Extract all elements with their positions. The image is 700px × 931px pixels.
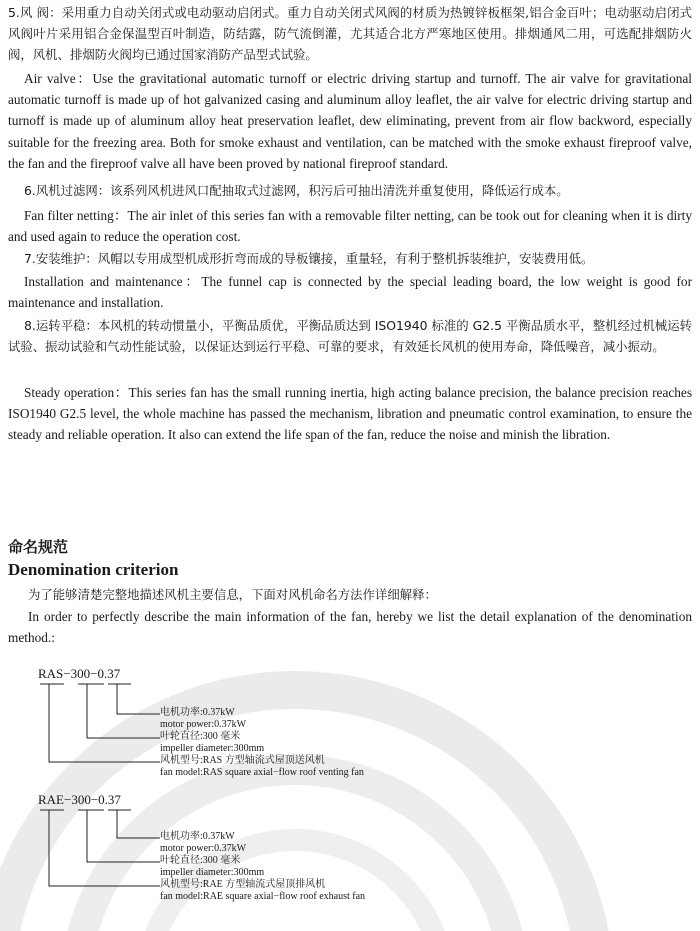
section-title-cn: 命名规范 bbox=[8, 538, 69, 556]
ras-power-en: motor power:0.37kW bbox=[160, 718, 247, 730]
model-rae-power bbox=[160, 831, 246, 854]
ras-model-en: fan model:RAS square axial−flow roof venting fan bbox=[160, 766, 364, 778]
para-air-valve-en: Air valve：Use the gravitational automatic turnoff or electric driving startup and turnoff. The air valve for gravitational automatic turnoff is made up of hot galvanized casing and aluminum alloy leaflet, the air valve for electric driving startup and turnoff is made up of aluminum alloy heat preservation leaflet, dew eliminating, prevent from air flow backword, especially suitable for the freezing area. Both for smoke exhaust and ventilation, can be matched with the smoke exhaust fireproof valve, the fan and the fireproof valve all have been proved by national fireproof standard. bbox=[8, 71, 692, 171]
para-steady-cn: 8.运转平稳：本风机的转动惯量小，平衡品质优，平衡品质达到 ISO1940 标准的 G2.5 平衡品质水平，整机经过机械运转试验、振动试验和气动性能试验，以保证达到运行平稳、可靠的要求，有效延长风机的使用寿命，降低噪音，减小振动。 bbox=[8, 318, 692, 355]
para-steady-en: Steady operation：This series fan has the small running inertia, high acting balance precision, the balance precision reaches ISO1940 G2.5 level, the whole machine has passed the mechanism, libration and pneumatic control examination, to ensure the steady and reliable operation. It also can extend the life span of the fan, reduce the noise and minish the libration. bbox=[8, 385, 692, 443]
rae-impeller-cn: 叶轮直径:300 毫米 bbox=[160, 855, 241, 866]
rae-model-en: fan model:RAE square axial−flow roof exhaust fan bbox=[160, 890, 366, 902]
para-air-valve-cn: 5.风 阀：采用重力自动关闭式或电动驱动启闭式。重力自动关闭式风阀的材质为热镀锌板框架,铝合金百叶；电动驱动启闭式风阀叶片采用铝合金保温型百叶制造，防结露，防气流倒灌，尤其适合北方严寒地区使用。排烟通风二用，可选配排烟防火阀，风机、排烟防火阀均已通过国家消防产品型式试验。 bbox=[8, 5, 692, 63]
ras-impeller-cn: 叶轮直径:300 毫米 bbox=[160, 731, 241, 742]
model-rae-impeller bbox=[160, 855, 264, 878]
intro-en: In order to perfectly describe the main information of the fan, hereby we list the detail explanation of the denomination method.: bbox=[8, 609, 692, 646]
ras-power-cn: 电机功率:0.37kW bbox=[160, 707, 235, 718]
model-code-ras: RAS−300−0.37 bbox=[38, 666, 121, 681]
rae-power-en: motor power:0.37kW bbox=[160, 842, 247, 854]
para-filter-en: Fan filter netting：The air inlet of this series fan with a removable filter netting, can be took out for cleaning when it is dirty and used again to reduce the operation cost. bbox=[8, 208, 692, 245]
rae-power-cn: 电机功率:0.37kW bbox=[160, 831, 235, 842]
model-rae-type bbox=[160, 879, 365, 902]
intro-cn: 为了能够清楚完整地描述风机主要信息，下面对风机命名方法作详细解释： bbox=[28, 587, 437, 602]
section-title-en: Denomination criterion bbox=[8, 560, 179, 579]
ras-model-cn: 风机型号:RAS 方型轴流式屋顶送风机 bbox=[160, 755, 325, 766]
model-code-rae: RAE−300−0.37 bbox=[38, 792, 121, 807]
para-install-en: Installation and maintenance：The funnel cap is connected by the special leading board, the low weight is good for maintenance and installation. bbox=[8, 274, 692, 311]
rae-model-cn: 风机型号:RAE 方型轴流式屋顶排风机 bbox=[160, 879, 326, 890]
ras-impeller-en: impeller diameter:300mm bbox=[160, 742, 265, 754]
para-install-cn: 7.安装维护：风帽以专用成型机成形折弯而成的导板镶接，重量轻，有利于整机拆装维护，安装费用低。 bbox=[24, 251, 594, 266]
rae-impeller-en: impeller diameter:300mm bbox=[160, 866, 265, 878]
para-filter-cn: 6.风机过滤网：该系列风机进风口配抽取式过滤网，积污后可抽出清洗并重复使用，降低运行成本。 bbox=[24, 183, 569, 198]
